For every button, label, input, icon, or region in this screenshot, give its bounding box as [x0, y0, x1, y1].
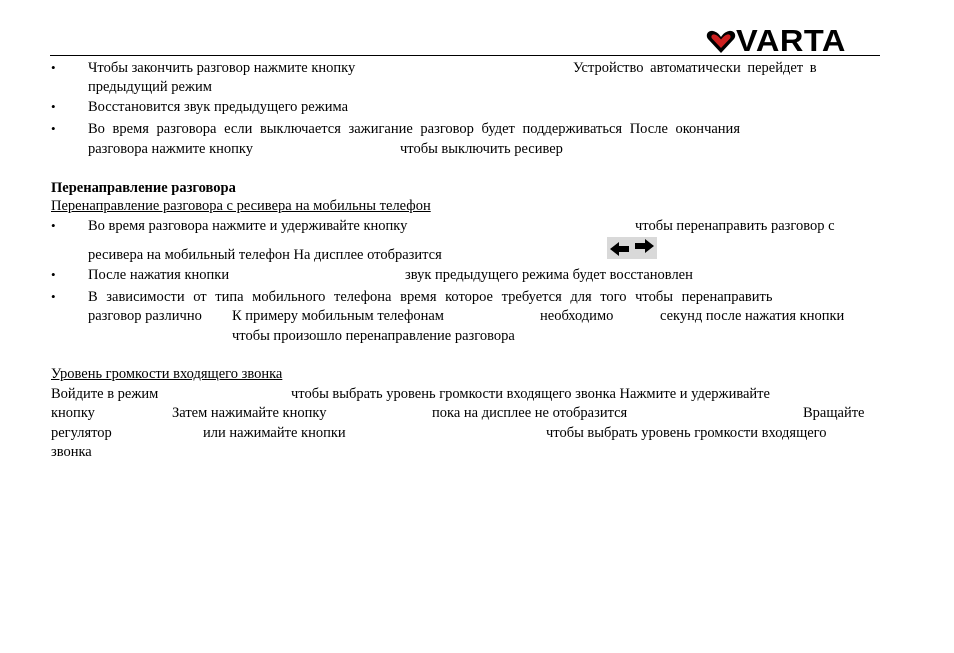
- text-line: чтобы выключить ресивер: [400, 141, 563, 157]
- bullet: •: [51, 60, 56, 75]
- text-line: чтобы перенаправить разговор с: [635, 218, 835, 234]
- text-line: пока на дисплее не отобразится: [432, 405, 628, 421]
- text-line: звонка: [51, 444, 92, 460]
- header-rule: [50, 55, 880, 56]
- bullet: •: [51, 121, 56, 136]
- text-line: звук предыдущего режима будет восстановлен: [405, 267, 693, 283]
- bullet: •: [51, 289, 56, 304]
- text-line: чтобы произошло перенаправление разговора: [232, 328, 515, 344]
- text-line: Устройство автоматически перейдет в: [573, 60, 817, 76]
- section-subheading: Уровень громкости входящего звонка: [51, 366, 283, 382]
- brand-name: VARTA: [736, 23, 846, 58]
- text-line: или нажимайте кнопки: [203, 425, 346, 441]
- text-line: В зависимости от типа мобильного телефона время которое требуется для того чтобы перенаправить: [88, 289, 773, 305]
- heart-logo-icon: [706, 30, 736, 54]
- text-line: Во время разговора если выключается зажигание разговор будет поддерживаться После окончания: [88, 121, 740, 137]
- text-line: кнопку: [51, 405, 95, 421]
- text-line: ресивера на мобильный телефон На дисплее отобразится: [88, 247, 442, 263]
- text-line: К примеру мобильным телефонам: [232, 308, 444, 324]
- text-line: необходимо: [540, 308, 614, 324]
- text-line: регулятор: [51, 425, 112, 441]
- text-line: чтобы выбрать уровень громкости входящего звонка Нажмите и удерживайте: [291, 386, 770, 402]
- text-line: Войдите в режим: [51, 386, 159, 402]
- text-line: разговор различно: [88, 308, 202, 324]
- text-line: Восстановится звук предыдущего режима: [88, 99, 349, 115]
- text-line: Вращайте: [803, 405, 865, 421]
- text-line: предыдущий режим: [88, 79, 212, 95]
- text-line: После нажатия кнопки: [88, 267, 230, 283]
- section-subheading: Перенаправление разговора с ресивера на мобильны телефон: [51, 198, 431, 214]
- varta-logo: [706, 23, 882, 58]
- bullet: •: [51, 218, 56, 233]
- text-line: секунд после нажатия кнопки: [660, 308, 845, 324]
- left-right-arrows-icon: [607, 237, 657, 259]
- bullet: •: [51, 99, 56, 114]
- section-heading: Перенаправление разговора: [51, 180, 236, 196]
- text-line: чтобы выбрать уровень громкости входящего: [546, 425, 827, 441]
- text-line: Во время разговора нажмите и удерживайте кнопку: [88, 218, 408, 234]
- text-line: Затем нажимайте кнопку: [172, 405, 327, 421]
- text-line: разговора нажмите кнопку: [88, 141, 254, 157]
- text-line: Чтобы закончить разговор нажмите кнопку: [88, 60, 356, 76]
- bullet: •: [51, 267, 56, 282]
